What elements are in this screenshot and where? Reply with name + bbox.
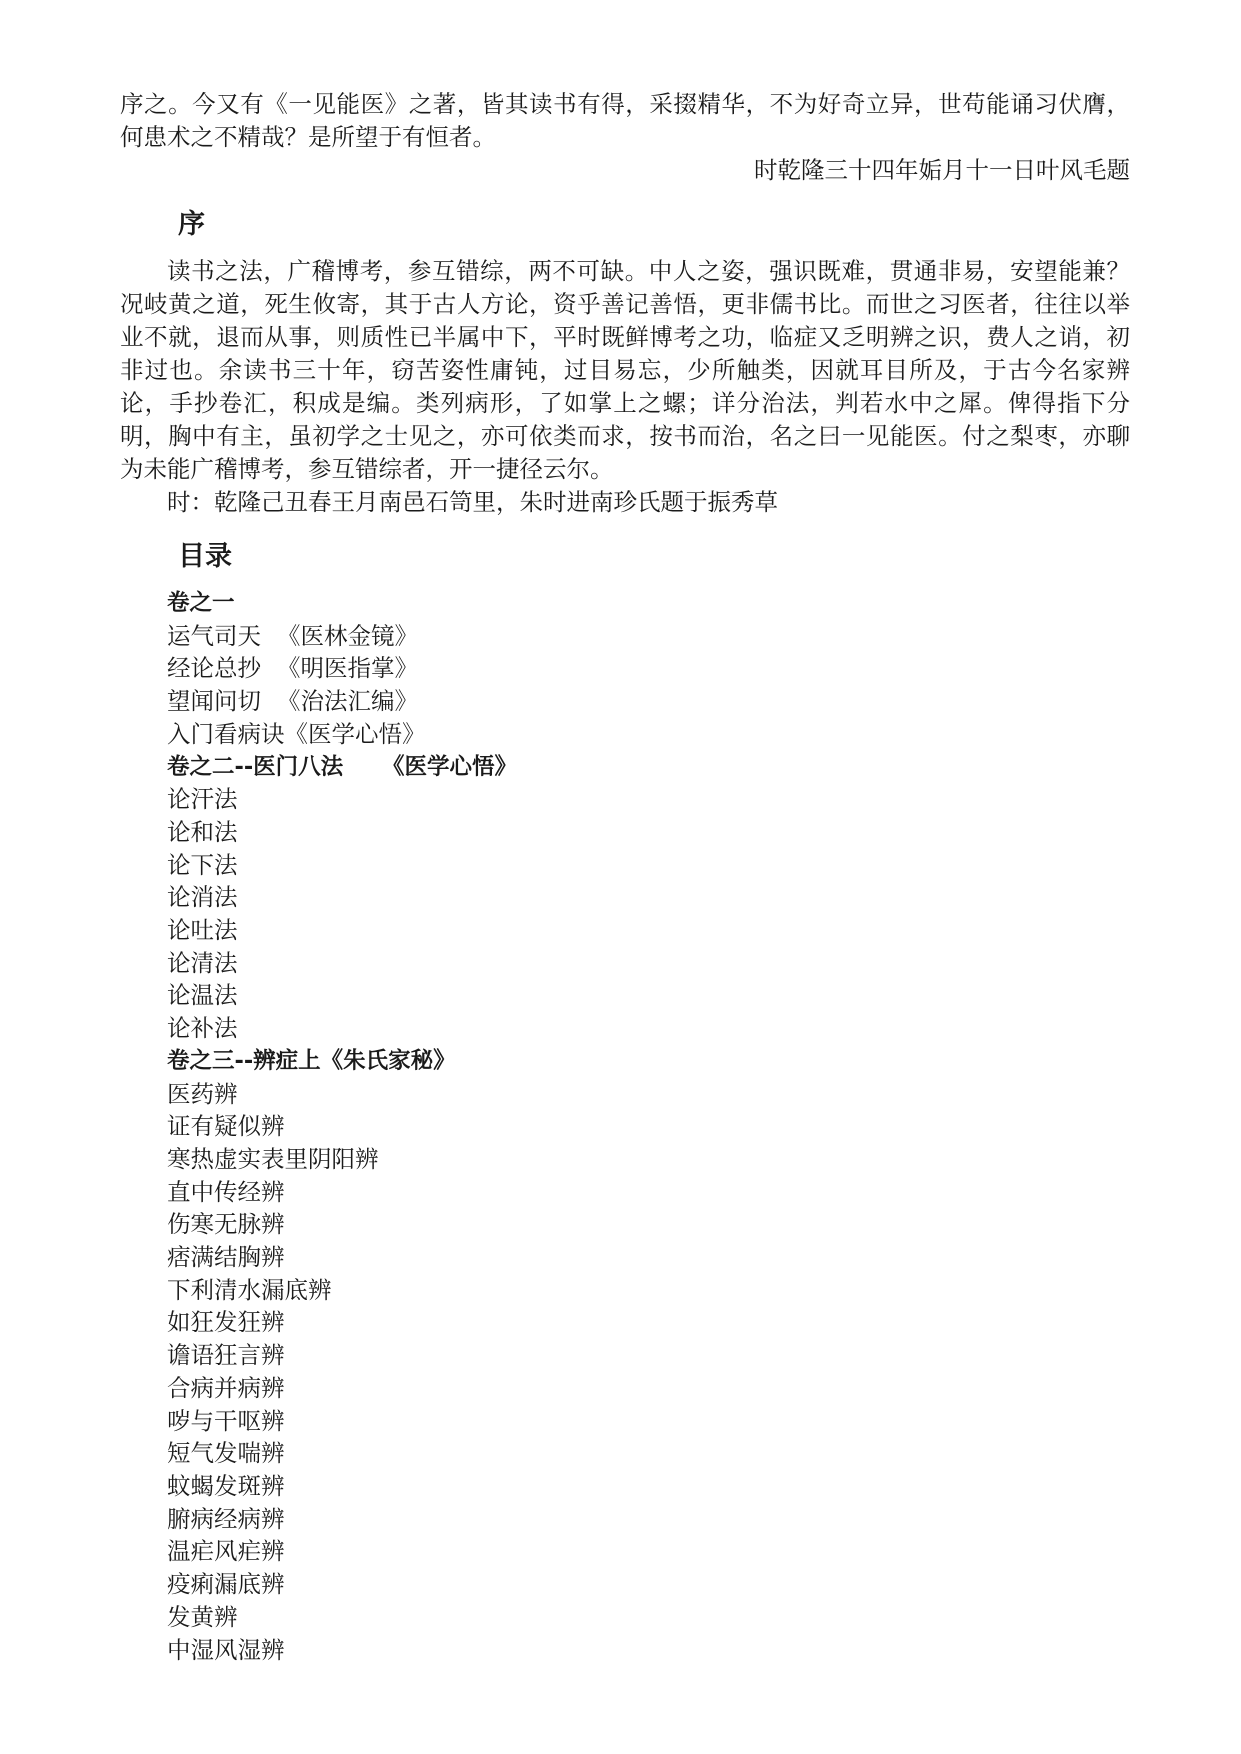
toc-entry: 论温法 bbox=[167, 981, 238, 1010]
toc-entry bbox=[167, 652, 1130, 685]
toc-entry: 论和法 bbox=[167, 817, 238, 846]
toc-entry bbox=[167, 718, 1130, 751]
toc-entry: 医药辨 bbox=[167, 1079, 238, 1108]
toc-entry: 论清法 bbox=[167, 948, 238, 977]
toc-volume-two-source: 《医学心悟》 bbox=[382, 753, 518, 780]
toc-entry bbox=[167, 620, 1130, 653]
toc-entry-source: 《明医指掌》 bbox=[277, 654, 418, 683]
toc-entry: 腑病经病辨 bbox=[167, 1504, 285, 1533]
toc-entry: 哕与干呕辨 bbox=[167, 1406, 285, 1435]
toc-entry: 直中传经辨 bbox=[167, 1177, 285, 1206]
toc-entry: 合病并病辨 bbox=[167, 1373, 285, 1402]
toc-entry-name: 经论总抄 bbox=[167, 654, 261, 683]
toc-entry: 下利清水漏底辨 bbox=[167, 1275, 332, 1304]
toc-entry: 痞满结胸辨 bbox=[167, 1243, 285, 1272]
toc-entry: 疫痢漏底辨 bbox=[167, 1570, 285, 1599]
toc-volume-two-title: 卷之二--医门八法 bbox=[167, 753, 344, 780]
toc-entry-source: 《治法汇编》 bbox=[277, 687, 418, 716]
preface-two-body: 读书之法，广稽博考，参互错综，两不可缺。中人之姿，强识既难，贯通非易，安望能兼？况岐黄之道，死生攸寄，其于古人方论，资乎善记善悟，更非儒书比。而世之习医者，往往以举业不就，退而从事，则质性已半属中下，平时既鲜博考之功，临症又乏明辨之识，费人之诮，初非过也。余读书三十年，窃苦姿性庸钝，过目易忘，少所触类，因就耳目所及，于古今名家辨论，手抄卷汇，积成是编。类列病形，了如掌上之螺；详分治法，判若水中之犀。俾得指下分明，胸中有主，虽初学之士见之，亦可依类而求，按书而治，名之曰一见能医。付之梨枣，亦聊为未能广稽博考，参互错综者，开一捷径云尔。 bbox=[120, 257, 1130, 483]
toc-entry: 中湿风湿辨 bbox=[167, 1635, 285, 1664]
toc-entry: 论消法 bbox=[167, 883, 238, 912]
toc-entry: 伤寒无脉辨 bbox=[167, 1210, 285, 1239]
toc-entry: 论下法 bbox=[167, 850, 238, 879]
toc-entry: 谵语狂言辨 bbox=[167, 1341, 285, 1370]
toc-entry-source: 《医学心悟》 bbox=[284, 719, 426, 748]
preface-one-text: 序之。今又有《一见能医》之著，皆其读书有得，采掇精华，不为好奇立异，世苟能诵习伏膺，何患术之不精哉？是所望于有恒者。 bbox=[120, 90, 1130, 151]
preface-two-signature: 时：乾隆己丑春王月南邑石笥里，朱时进南珍氏题于振秀草 bbox=[167, 488, 778, 516]
toc-entry-name: 运气司天 bbox=[167, 621, 261, 650]
toc-entry: 发黄辨 bbox=[167, 1602, 238, 1631]
toc-entry bbox=[167, 685, 1130, 718]
preface-one-signature: 时乾隆三十四年姤月十一日叶风毛题 bbox=[754, 156, 1130, 184]
toc-entry: 蚊蝎发斑辨 bbox=[167, 1471, 285, 1500]
preface-two-title: 序 bbox=[178, 209, 205, 240]
toc-entry-name: 入门看病诀 bbox=[167, 719, 285, 748]
toc-entry-source: 《医林金镜》 bbox=[277, 621, 418, 650]
toc-entry: 论吐法 bbox=[167, 916, 238, 945]
toc-entry: 证有疑似辨 bbox=[167, 1112, 285, 1141]
toc-volume-two-heading bbox=[167, 751, 1130, 784]
toc-entry: 论汗法 bbox=[167, 785, 238, 814]
toc-volume-three-heading: 卷之三--辨症上《朱氏家秘》 bbox=[167, 1047, 456, 1074]
toc-entry: 如狂发狂辨 bbox=[167, 1308, 285, 1337]
toc-volume-one-heading: 卷之一 bbox=[167, 590, 235, 616]
toc-entry-name: 望闻问切 bbox=[167, 687, 261, 716]
toc-entry: 短气发喘辨 bbox=[167, 1439, 285, 1468]
toc-entry: 温疟风疟辨 bbox=[167, 1537, 285, 1566]
toc-title: 目录 bbox=[178, 541, 232, 572]
toc-entry: 寒热虚实表里阴阳辨 bbox=[167, 1144, 379, 1173]
toc-entry: 论补法 bbox=[167, 1014, 238, 1043]
table-of-contents bbox=[120, 587, 1130, 1666]
document-page bbox=[120, 88, 1130, 1666]
